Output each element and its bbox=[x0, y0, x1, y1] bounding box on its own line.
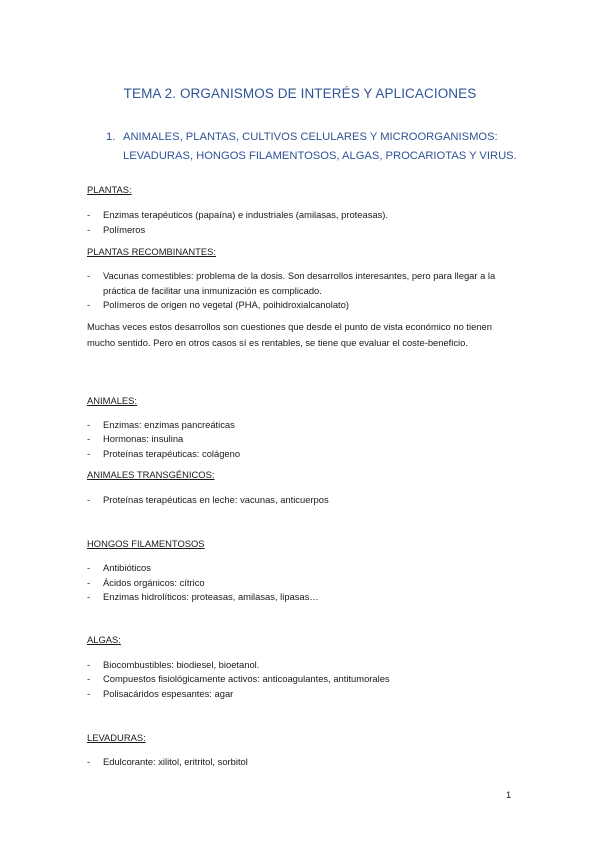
list-item-text: Vacunas comestibles: problema de la dosis. Son desarrollos interesantes, pero para llegar a la práctica de facilitar una inmunización es complicado. bbox=[103, 270, 496, 296]
bullet-dash: - bbox=[87, 756, 91, 767]
bullet-dash: - bbox=[87, 562, 91, 573]
bullet-dash: - bbox=[87, 224, 91, 235]
heading-hongos: HONGOS FILAMENTOSOS bbox=[87, 538, 205, 549]
list-item-text: Proteínas terapéuticas: colágeno bbox=[103, 448, 241, 459]
bullet-dash: - bbox=[87, 688, 91, 699]
bullet-dash: - bbox=[87, 673, 91, 684]
page-title: TEMA 2. ORGANISMOS DE INTERÉS Y APLICACIONES bbox=[123, 86, 477, 101]
list-item-text: Biocombustibles: biodiesel, bioetanol. bbox=[103, 659, 260, 670]
list-item-text: Enzimas: enzimas pancreáticas bbox=[103, 419, 235, 430]
heading-plantas-recombinantes: PLANTAS RECOMBINANTES: bbox=[87, 246, 217, 257]
list-item-text: Antibióticos bbox=[103, 562, 151, 573]
section-number: 1. bbox=[106, 131, 116, 143]
list-item-text: Compuestos fisiológicamente activos: anticoagulantes, antitumorales bbox=[103, 673, 390, 684]
bullet-dash: - bbox=[87, 494, 91, 505]
heading-plantas: PLANTAS: bbox=[87, 184, 132, 195]
heading-algas: ALGAS: bbox=[87, 634, 121, 645]
bullet-dash: - bbox=[87, 448, 91, 459]
list-item-text: Polisacáridos espesantes: agar bbox=[103, 688, 234, 699]
list-item-text: Polímeros bbox=[103, 224, 146, 235]
bullet-dash: - bbox=[87, 270, 91, 281]
heading-levaduras: LEVADURAS: bbox=[87, 732, 146, 743]
list-item-text: Polímeros de origen no vegetal (PHA, poihidroxialcanolato) bbox=[103, 299, 349, 310]
paragraph: Muchas veces estos desarrollos son cuestiones que desde el punto de vista económico no tienen mucho sentido. Pero en otros casos sí es rentables, se tiene que evaluar el coste-beneficio. bbox=[87, 321, 492, 348]
section-heading-line-1: ANIMALES, PLANTAS, CULTIVOS CELULARES Y MICROORGANISMOS: bbox=[123, 131, 498, 143]
list-item-text: Edulcorante: xilitol, eritritol, sorbitol bbox=[103, 756, 248, 767]
bullet-dash: - bbox=[87, 433, 91, 444]
list-item-text: Proteínas terapéuticas en leche: vacunas, anticuerpos bbox=[103, 494, 329, 505]
list-item-text: Ácidos orgánicos: cítrico bbox=[103, 577, 205, 588]
heading-animales: ANIMALES: bbox=[87, 395, 138, 406]
section-heading-line-2: LEVADURAS, HONGOS FILAMENTOSOS, ALGAS, PROCARIOTAS Y VIRUS. bbox=[123, 150, 517, 162]
bullet-dash: - bbox=[87, 591, 91, 602]
list-item-text: Hormonas: insulina bbox=[103, 433, 184, 444]
bullet-dash: - bbox=[87, 577, 91, 588]
heading-animales-transgenicos: ANIMALES TRANSGÉNICOS: bbox=[87, 469, 215, 480]
bullet-dash: - bbox=[87, 209, 91, 220]
bullet-dash: - bbox=[87, 419, 91, 430]
bullet-dash: - bbox=[87, 299, 91, 310]
bullet-dash: - bbox=[87, 659, 91, 670]
list-item-text: Enzimas terapéuticos (papaína) e industriales (amilasas, proteasas). bbox=[103, 209, 389, 220]
page-number: 1 bbox=[506, 789, 512, 800]
list-item-text: Enzimas hidrolíticos: proteasas, amilasas, lipasas… bbox=[103, 591, 319, 602]
